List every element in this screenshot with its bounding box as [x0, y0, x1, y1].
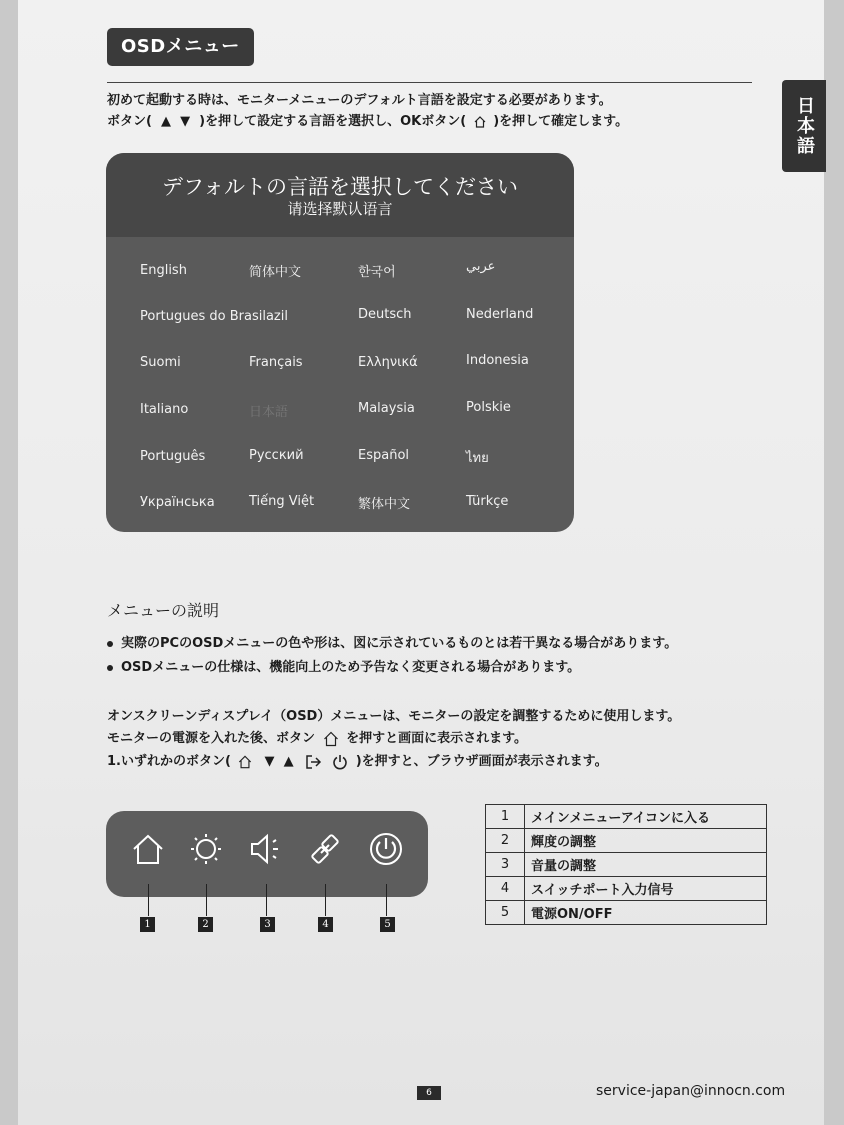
input-switch-icon — [306, 755, 322, 769]
intro-line-2 — [107, 110, 628, 129]
down-arrow-icon: ▼ — [260, 754, 280, 769]
table-row — [486, 877, 767, 901]
lang-option[interactable]: 简体中文 — [249, 265, 302, 280]
para-3-start: 1.いずれかのボタン( — [107, 754, 231, 769]
down-arrow-icon: ▼ — [180, 114, 195, 129]
volume-icon[interactable] — [249, 832, 283, 866]
callout-number: 4 — [318, 917, 333, 932]
callout-line — [325, 884, 326, 916]
section-badge: OSDメニュー — [107, 28, 254, 66]
lang-option[interactable]: Tiếng Việt — [249, 494, 315, 509]
osd-paragraph-2 — [107, 727, 527, 747]
up-arrow-icon: ▲ — [156, 114, 176, 129]
callout-line — [386, 884, 387, 916]
legend-text: 電源ON/OFF — [525, 901, 767, 925]
intro-line-2-mid: )を押して設定する言語を選択し、OKボタン( — [199, 114, 467, 129]
lang-option[interactable]: Polskie — [466, 400, 511, 415]
legend-number: 3 — [486, 853, 525, 877]
language-select-screen — [106, 153, 574, 532]
para-3-end: )を押すと、ブラウザ画面が表示されます。 — [355, 754, 608, 769]
bullet-text: OSDメニューの仕様は、機能向上のため予告なく変更される場合があります。 — [121, 660, 581, 675]
lang-option[interactable]: Nederland — [466, 307, 534, 322]
home-icon — [238, 755, 252, 769]
bullet-dot — [107, 641, 113, 647]
table-row — [486, 853, 767, 877]
lang-option[interactable]: Português — [140, 449, 206, 464]
page-number: 6 — [417, 1086, 441, 1100]
callout-number: 5 — [380, 917, 395, 932]
bullet-item — [107, 656, 580, 675]
callout-number: 2 — [198, 917, 213, 932]
header-rule — [107, 82, 752, 83]
lang-option[interactable]: Français — [249, 355, 303, 370]
intro-line-1: 初めて起動する時は、モニターメニューのデフォルト言語を設定する必要があります。 — [107, 93, 612, 108]
button-legend-table — [485, 804, 767, 925]
lang-option[interactable]: Deutsch — [358, 307, 412, 322]
language-screen-header — [106, 153, 574, 237]
callout-line — [148, 884, 149, 916]
legend-text: スイッチポート入力信号 — [525, 877, 767, 901]
lang-option[interactable]: English — [140, 263, 187, 278]
bullet-item — [107, 632, 677, 651]
up-arrow-icon: ▲ — [283, 754, 299, 769]
lang-option[interactable]: ไทย — [466, 451, 489, 466]
intro-line-2-end: )を押して確定します。 — [493, 114, 629, 129]
lang-option[interactable]: Español — [358, 448, 410, 463]
legend-number: 4 — [486, 877, 525, 901]
legend-text: 音量の調整 — [525, 853, 767, 877]
lang-option[interactable]: 한국어 — [358, 265, 396, 280]
callout-line — [266, 884, 267, 916]
lang-option[interactable]: Malaysia — [358, 401, 415, 416]
lang-option[interactable]: Українська — [140, 495, 215, 510]
support-email: service-japan@innocn.com — [596, 1083, 786, 1099]
home-icon — [474, 116, 486, 128]
table-row — [486, 829, 767, 853]
lang-option[interactable]: عربي — [466, 259, 496, 274]
lang-option[interactable]: Türkçe — [466, 494, 509, 509]
lang-option[interactable]: Italiano — [140, 402, 189, 417]
lang-option[interactable]: 繁体中文 — [358, 497, 411, 512]
osd-paragraph-3 — [107, 750, 608, 770]
lang-option[interactable]: Suomi — [140, 355, 181, 370]
lang-option[interactable]: Indonesia — [466, 353, 529, 368]
legend-number: 2 — [486, 829, 525, 853]
callout-number: 3 — [260, 917, 275, 932]
lang-option[interactable]: Русский — [249, 448, 304, 463]
input-switch-icon[interactable] — [308, 832, 342, 866]
legend-number: 1 — [486, 805, 525, 829]
power-icon[interactable] — [369, 832, 403, 866]
callout-number: 1 — [140, 917, 155, 932]
language-side-tab: 日本語 — [782, 80, 826, 172]
legend-number: 5 — [486, 901, 525, 925]
brightness-icon[interactable] — [189, 832, 223, 866]
para-2-start: モニターの電源を入れた後、ボタン — [107, 731, 316, 746]
osd-paragraph-1: オンスクリーンディスプレイ（OSD）メニューは、モニターの設定を調整するために使用します。 — [107, 709, 681, 724]
language-title-ja: デフォルトの言語を選択してください — [162, 175, 518, 199]
home-icon[interactable] — [131, 832, 165, 866]
language-title-zh: 请选择默认语言 — [287, 200, 393, 218]
para-2-end: を押すと画面に表示されます。 — [346, 731, 528, 746]
lang-option[interactable]: Portugues do Brasilazil — [140, 309, 288, 324]
legend-text: メインメニューアイコンに入る — [525, 805, 767, 829]
callout-line — [206, 884, 207, 916]
lang-option[interactable]: Ελληνικά — [358, 355, 418, 370]
bullet-text: 実際のPCのOSDメニューの色や形は、図に示されているものとは若干異なる場合があります。 — [121, 636, 678, 651]
menu-description-title: メニューの説明 — [107, 601, 220, 620]
table-row — [486, 805, 767, 829]
legend-text: 輝度の調整 — [525, 829, 767, 853]
intro-line-2-start: ボタン( — [107, 114, 152, 129]
language-grid — [140, 253, 570, 523]
power-icon — [332, 754, 348, 770]
home-icon — [323, 731, 339, 747]
bullet-dot — [107, 665, 113, 671]
table-row — [486, 901, 767, 925]
lang-option-selected[interactable]: 日本語 — [249, 405, 289, 420]
